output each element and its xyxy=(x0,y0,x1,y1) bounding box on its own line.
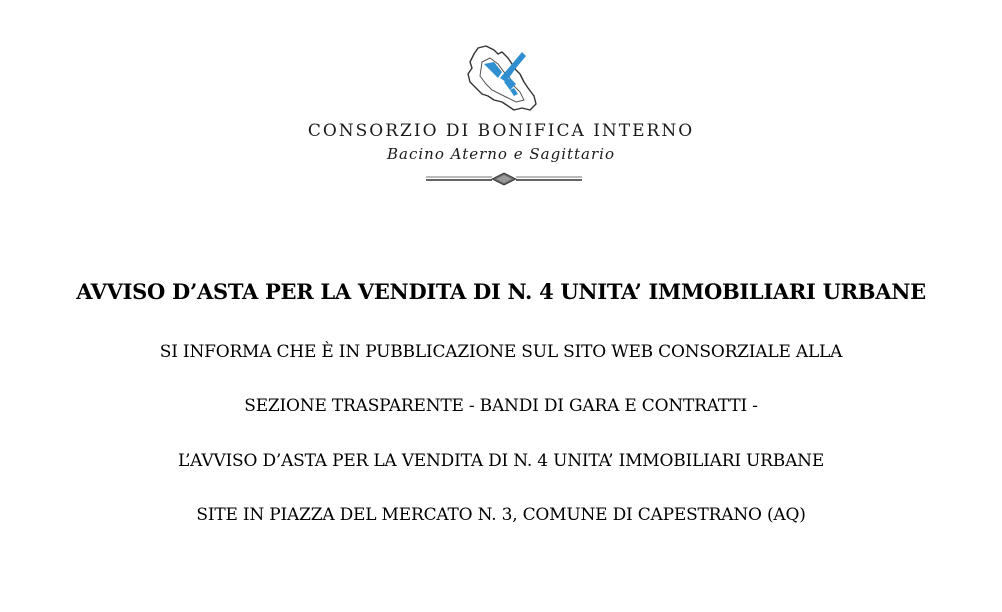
ornamental-divider xyxy=(424,171,584,187)
notice-line-1: SI INFORMA CHE È IN PUBBLICAZIONE SUL SITO WEB CONSORZIALE ALLA xyxy=(159,342,843,362)
organization-subtitle: Bacino Aterno e Sagittario xyxy=(387,145,615,163)
notice-line-2: SEZIONE TRASPARENTE - BANDI DI GARA E CONTRATTI - xyxy=(244,396,758,416)
organization-name: CONSORZIO DI BONIFICA INTERNO xyxy=(307,121,695,141)
consortium-logo-icon xyxy=(464,44,542,114)
notice-line-4: SITE IN PIAZZA DEL MERCATO N. 3, COMUNE DI CAPESTRANO (AQ) xyxy=(196,505,806,525)
notice-line-3: L’AVVISO D’ASTA PER LA VENDITA DI N. 4 UNITA’ IMMOBILIARI URBANE xyxy=(177,451,825,471)
notice-title: AVVISO D’ASTA PER LA VENDITA DI N. 4 UNITA’ IMMOBILIARI URBANE xyxy=(76,279,926,304)
